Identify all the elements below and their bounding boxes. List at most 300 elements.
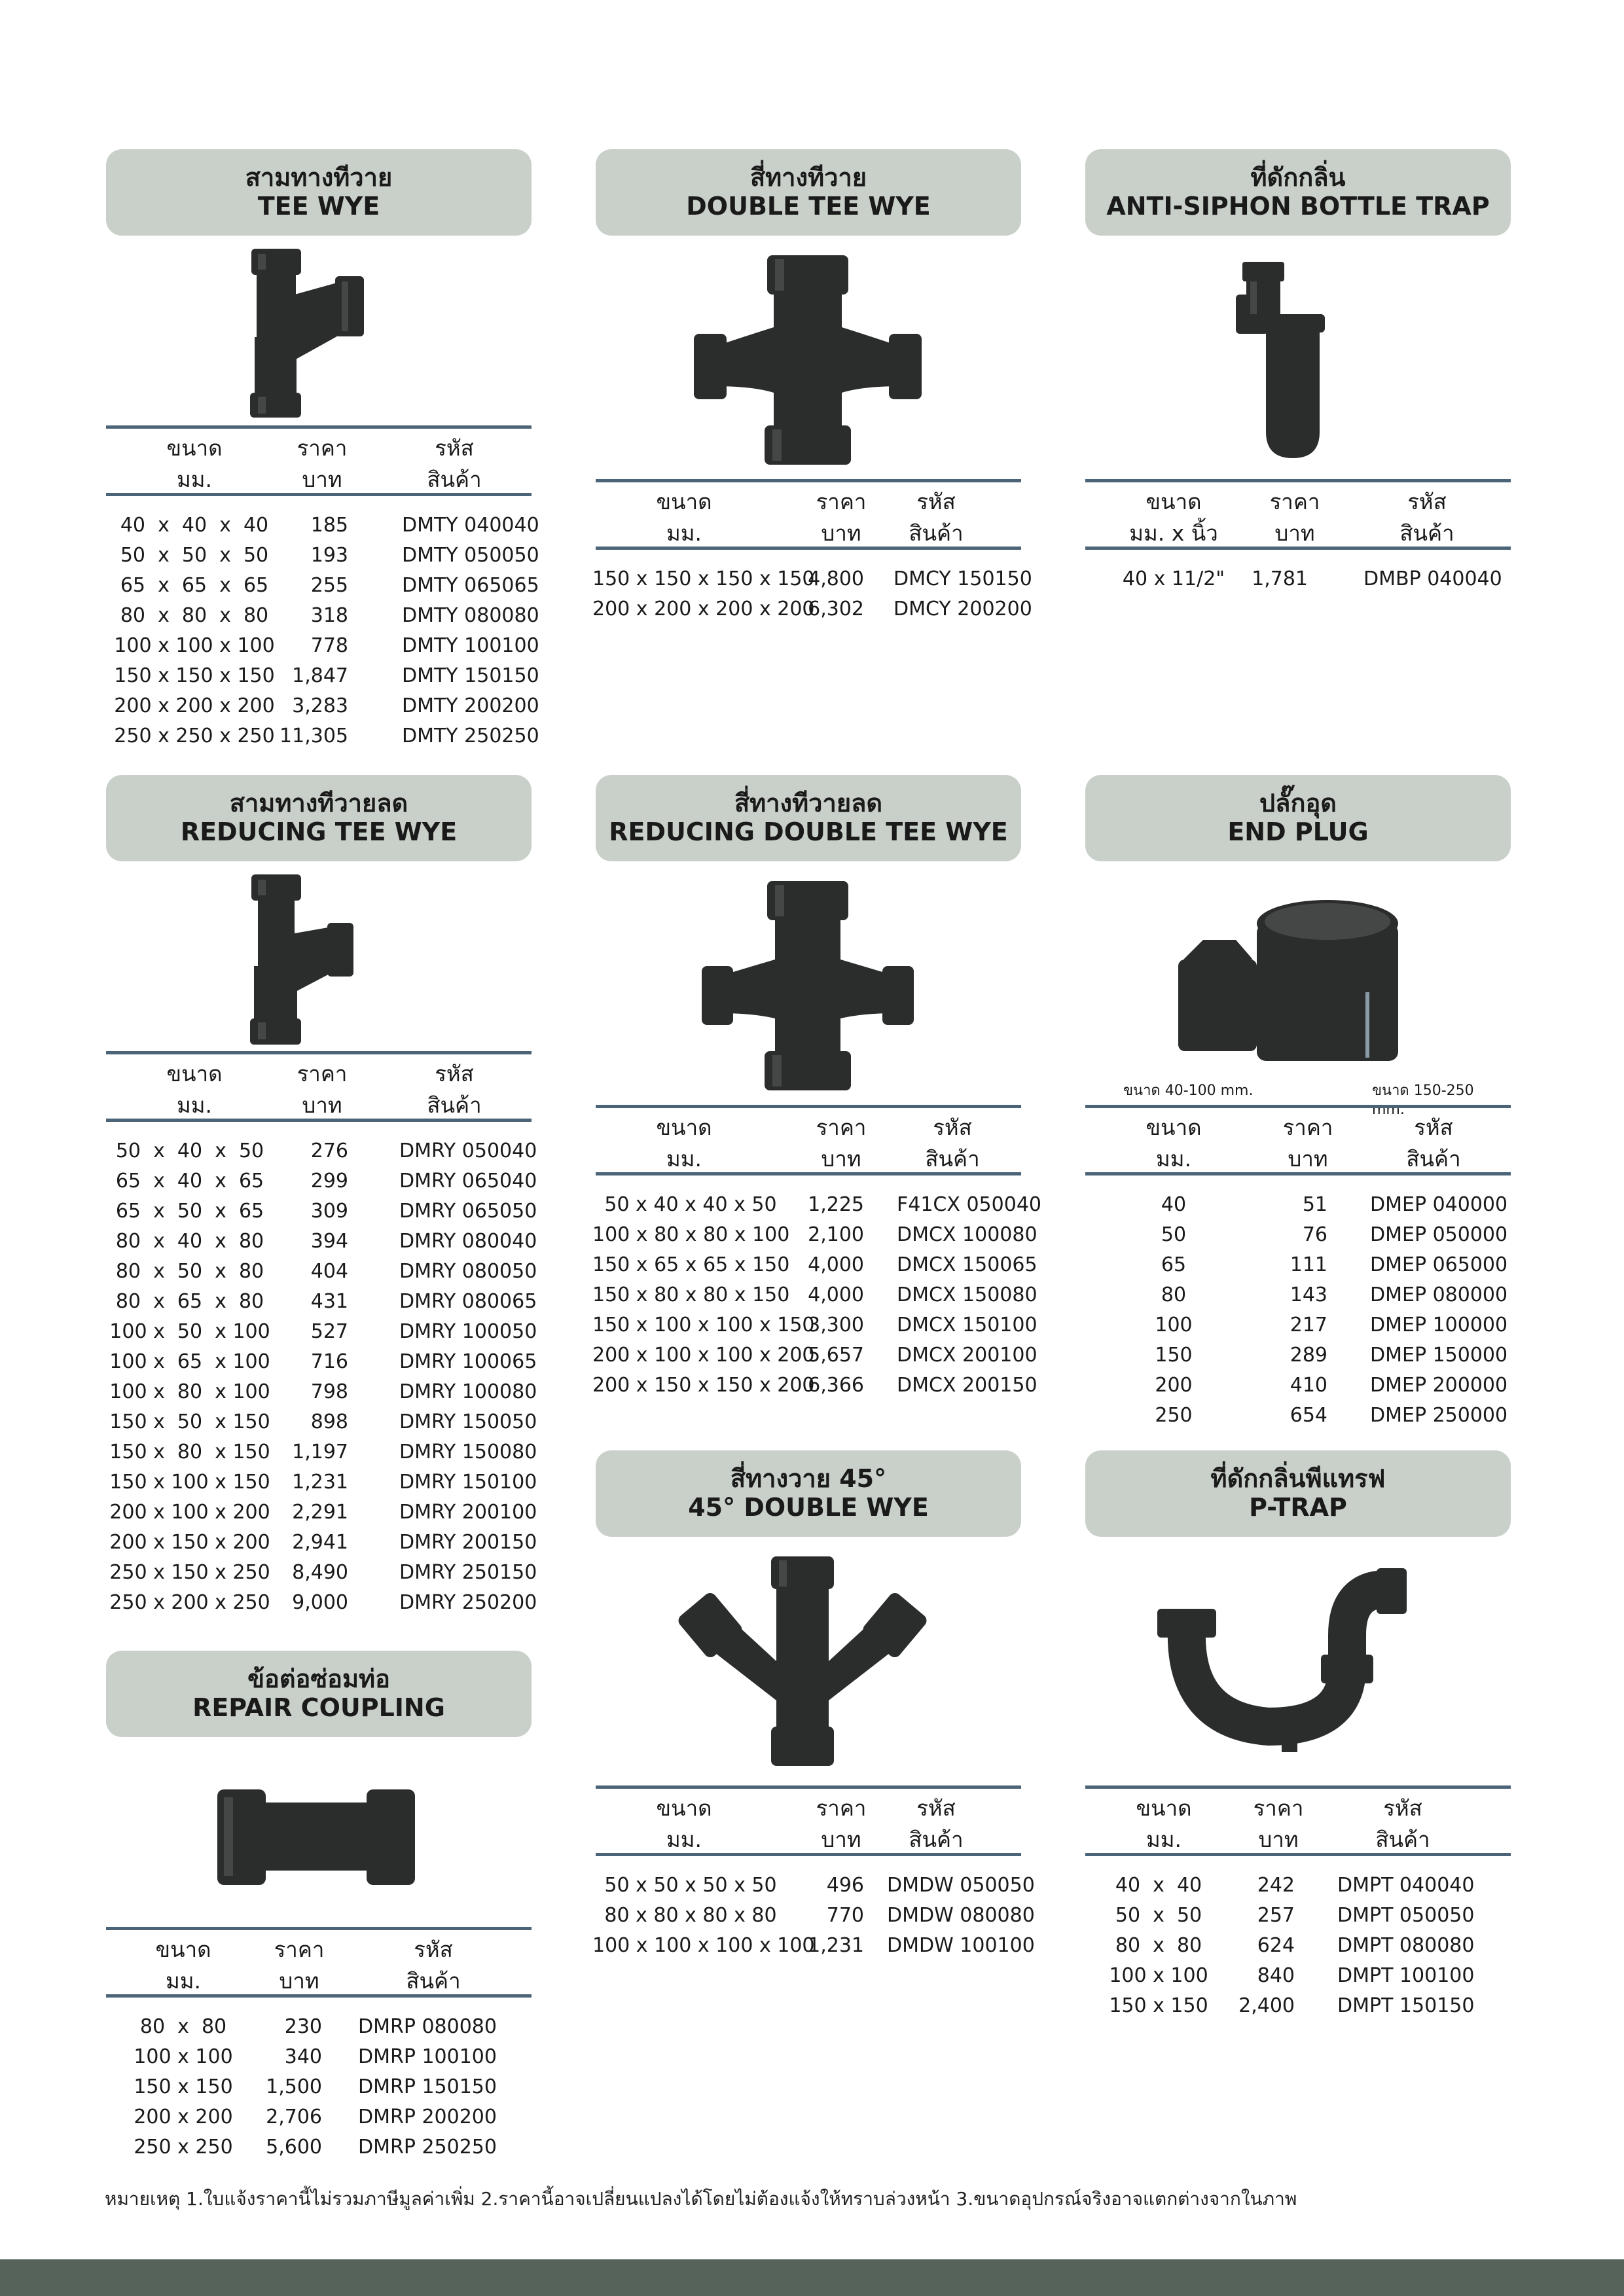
table-row bbox=[592, 1340, 1038, 1371]
cell-price: 2,706 bbox=[266, 2106, 322, 2128]
cell-size: 50 x 50 x 50 bbox=[120, 544, 269, 567]
cell-code: DMCX 150065 bbox=[897, 1253, 1038, 1276]
cell-size: 250 x 150 x 250 bbox=[109, 1561, 270, 1584]
table-row bbox=[106, 2012, 532, 2042]
cell-code: DMPT 080080 bbox=[1337, 1934, 1475, 1957]
cell-code: DMRY 150100 bbox=[399, 1471, 537, 1494]
cell-code: DMRP 250250 bbox=[358, 2136, 497, 2159]
table-row bbox=[596, 1901, 1035, 1931]
cell-code: DMCX 100080 bbox=[897, 1223, 1038, 1246]
cell-code: DMTY 040040 bbox=[402, 514, 539, 537]
cell-price: 9,000 bbox=[292, 1591, 348, 1614]
cell-size: 200 x 150 x 150 x 200 bbox=[592, 1374, 815, 1397]
cell-code: DMEP 065000 bbox=[1370, 1253, 1508, 1276]
cell-size: 150 x 150 x 150 x 150 bbox=[592, 567, 815, 590]
cell-price: 8,490 bbox=[292, 1561, 348, 1584]
cell-code: DMRY 150080 bbox=[399, 1441, 537, 1463]
cell-size: 150 x 150 bbox=[134, 2075, 233, 2098]
cell-price: 217 bbox=[1290, 1314, 1327, 1336]
cell-code: DMTY 100100 bbox=[402, 634, 539, 657]
cell-size: 150 x 50 x 150 bbox=[109, 1410, 270, 1433]
section-bottle-trap bbox=[1085, 149, 1511, 594]
col-size: ขนาด มม. bbox=[166, 1061, 223, 1118]
cell-size: 250 x 200 x 250 bbox=[109, 1591, 270, 1614]
cell-code: DMRY 250150 bbox=[399, 1561, 537, 1584]
end-plug-image bbox=[1085, 861, 1511, 1118]
cell-price: 51 bbox=[1302, 1193, 1327, 1216]
cell-code: DMPT 050050 bbox=[1337, 1904, 1475, 1927]
table-row bbox=[106, 1227, 537, 1257]
table-header bbox=[1085, 1105, 1511, 1175]
table-row bbox=[1085, 1190, 1511, 1220]
cell-code: DMTY 080080 bbox=[402, 604, 539, 627]
cell-size: 40 x 11/2" bbox=[1122, 567, 1225, 590]
footnote: หมายเหตุ 1.ใบแจ้งราคานี้ไม่รวมภาษีมูลค่าเพิ่ม 2.ราคานี้อาจเปลี่ยนแปลงได้โดยไม่ต้องแจ้งให้ทราบล่วงหน้า 3.ขนาดอุปกรณ์จริงอาจแตกต่างจากในภาพ bbox=[105, 2188, 1297, 2210]
title-thai: สี่ทางทีวายลด bbox=[734, 789, 883, 818]
repair-coupling-image bbox=[106, 1737, 532, 1927]
col-size: ขนาด มม. bbox=[1146, 1115, 1202, 1172]
table-row bbox=[106, 1287, 537, 1317]
cell-size: 80 x 50 x 80 bbox=[115, 1260, 264, 1283]
title-thai: สามทางทีวายลด bbox=[229, 789, 408, 818]
table-row bbox=[1085, 1220, 1511, 1250]
col-size: ขนาด มม. bbox=[155, 1937, 211, 1994]
table-body bbox=[106, 1998, 532, 2162]
table-header bbox=[106, 425, 532, 496]
table-row bbox=[592, 1280, 1038, 1310]
cell-code: DMRY 100080 bbox=[399, 1380, 537, 1403]
table-header bbox=[596, 479, 1021, 550]
cell-size: 50 bbox=[1161, 1223, 1187, 1246]
cell-size: 200 x 100 x 200 bbox=[109, 1501, 270, 1524]
cell-price: 6,302 bbox=[808, 598, 864, 620]
table-header bbox=[106, 1051, 532, 1122]
cell-code: DMRP 100100 bbox=[358, 2045, 497, 2068]
cell-code: DMEP 040000 bbox=[1370, 1193, 1508, 1216]
cell-code: DMTY 065065 bbox=[402, 574, 539, 597]
table-row bbox=[1085, 1401, 1511, 1431]
cell-size: 150 x 80 x 80 x 150 bbox=[592, 1283, 790, 1306]
cell-price: 2,400 bbox=[1238, 1994, 1295, 2017]
table-row bbox=[106, 1588, 537, 1618]
table-body bbox=[1085, 1856, 1511, 2021]
double-wye-45-image bbox=[596, 1537, 1021, 1785]
title-english: END PLUG bbox=[1227, 817, 1369, 846]
table-row bbox=[106, 1377, 537, 1407]
table-row bbox=[106, 2072, 532, 2102]
table-row bbox=[106, 1498, 537, 1528]
cell-code: DMDW 050050 bbox=[887, 1874, 1035, 1897]
col-code: รหัส สินค้า bbox=[427, 435, 482, 492]
col-size: ขนาด มม. x นิ้ว bbox=[1129, 489, 1218, 546]
section-header bbox=[1085, 149, 1511, 236]
price-table bbox=[106, 425, 539, 751]
table-row bbox=[592, 594, 1032, 624]
cell-code: DMDW 080080 bbox=[887, 1904, 1035, 1927]
cell-price: 1,225 bbox=[808, 1193, 864, 1216]
caption-small-size: ขนาด 40-100 mm. bbox=[1123, 1083, 1254, 1099]
cell-code: DMRY 250200 bbox=[399, 1591, 537, 1614]
cell-price: 770 bbox=[826, 1904, 864, 1927]
table-row bbox=[592, 1310, 1038, 1340]
price-table bbox=[592, 1785, 1035, 1961]
cell-price: 898 bbox=[310, 1410, 348, 1433]
table-row bbox=[106, 691, 539, 721]
cell-code: DMEP 100000 bbox=[1370, 1314, 1508, 1336]
table-row bbox=[592, 1250, 1038, 1280]
cell-price: 111 bbox=[1290, 1253, 1327, 1276]
cell-price: 5,657 bbox=[808, 1344, 864, 1367]
table-row bbox=[106, 1166, 537, 1196]
table-row bbox=[106, 1528, 537, 1558]
cell-size: 200 x 200 x 200 bbox=[114, 694, 275, 717]
section-header bbox=[106, 149, 532, 236]
cell-price: 299 bbox=[310, 1170, 348, 1193]
cell-size: 80 x 65 x 80 bbox=[115, 1290, 264, 1313]
cell-size: 100 x 80 x 100 bbox=[109, 1380, 270, 1403]
cell-size: 150 x 80 x 150 bbox=[109, 1441, 270, 1463]
price-table bbox=[1085, 479, 1511, 594]
table-header bbox=[596, 1105, 1021, 1175]
section-reducing-double-tee-wye bbox=[592, 775, 1041, 1401]
title-english: REPAIR COUPLING bbox=[192, 1693, 445, 1722]
cell-size: 50 x 50 bbox=[1115, 1904, 1202, 1927]
double-tee-wye-image bbox=[596, 236, 1021, 479]
section-header bbox=[596, 1450, 1021, 1537]
col-code: รหัส สินค้า bbox=[925, 1115, 980, 1172]
title-english: TEE WYE bbox=[257, 192, 380, 221]
cell-price: 257 bbox=[1257, 1904, 1295, 1927]
cell-code: DMEP 150000 bbox=[1370, 1344, 1508, 1367]
cell-code: DMRY 150050 bbox=[399, 1410, 537, 1433]
cell-size: 65 x 50 x 65 bbox=[115, 1200, 264, 1223]
reducing-tee-wye-image bbox=[106, 861, 532, 1051]
cell-size: 80 x 80 x 80 x 80 bbox=[604, 1904, 777, 1927]
cell-code: DMRY 065040 bbox=[399, 1170, 537, 1193]
section-double-tee-wye bbox=[592, 149, 1032, 624]
table-row bbox=[1085, 1931, 1511, 1961]
cell-price: 276 bbox=[310, 1139, 348, 1162]
section-tee-wye bbox=[106, 149, 539, 751]
table-row bbox=[1085, 1371, 1511, 1401]
col-price: ราคา บาท bbox=[1269, 489, 1320, 546]
cell-price: 4,000 bbox=[808, 1283, 864, 1306]
cell-code: DMBP 040040 bbox=[1363, 567, 1502, 590]
col-code: รหัส สินค้า bbox=[1375, 1795, 1430, 1852]
col-price: ราคา บาท bbox=[816, 489, 867, 546]
title-english: P-TRAP bbox=[1249, 1493, 1347, 1522]
col-price: ราคา บาท bbox=[274, 1937, 325, 1994]
cell-price: 318 bbox=[310, 604, 348, 627]
table-row bbox=[106, 1558, 537, 1588]
table-row bbox=[1085, 1250, 1511, 1280]
table-row bbox=[1085, 1871, 1511, 1901]
table-body bbox=[106, 496, 539, 751]
p-trap-image bbox=[1085, 1537, 1511, 1785]
cell-size: 50 x 50 x 50 x 50 bbox=[604, 1874, 777, 1897]
cell-size: 40 x 40 bbox=[1115, 1874, 1202, 1897]
title-thai: ข้อต่อซ่อมท่อ bbox=[247, 1664, 390, 1694]
cell-code: DMRY 050040 bbox=[399, 1139, 537, 1162]
table-row bbox=[1085, 1991, 1511, 2021]
table-header bbox=[596, 1785, 1021, 1856]
cell-price: 5,600 bbox=[266, 2136, 322, 2159]
cell-size: 100 x 100 x 100 bbox=[114, 634, 275, 657]
price-table bbox=[106, 1927, 532, 2162]
cell-price: 76 bbox=[1302, 1223, 1327, 1246]
cell-code: DMEP 080000 bbox=[1370, 1283, 1508, 1306]
cell-code: DMCX 200100 bbox=[897, 1344, 1038, 1367]
cell-size: 150 x 100 x 150 bbox=[109, 1471, 270, 1494]
cell-price: 798 bbox=[310, 1380, 348, 1403]
table-row bbox=[106, 541, 539, 571]
cell-price: 404 bbox=[310, 1260, 348, 1283]
cell-code: DMPT 100100 bbox=[1337, 1964, 1475, 1987]
section-reducing-tee-wye bbox=[106, 775, 537, 1618]
cell-code: DMRY 080040 bbox=[399, 1230, 537, 1253]
table-row bbox=[106, 1467, 537, 1498]
table-body bbox=[1085, 1175, 1511, 1431]
caption-large-size: ขนาด 150-250 mm. bbox=[1372, 1083, 1474, 1118]
table-row bbox=[106, 1257, 537, 1287]
col-size: ขนาด มม. bbox=[656, 1795, 712, 1852]
cell-code: DMRP 080080 bbox=[358, 2015, 497, 2038]
cell-size: 100 x 65 x 100 bbox=[109, 1350, 270, 1373]
cell-size: 250 x 250 x 250 bbox=[114, 725, 275, 747]
price-table bbox=[106, 1051, 537, 1618]
table-row bbox=[106, 511, 539, 541]
cell-code: DMCX 150080 bbox=[897, 1283, 1038, 1306]
title-thai: สามทางทีวาย bbox=[245, 163, 393, 192]
cell-price: 527 bbox=[310, 1320, 348, 1343]
cell-price: 143 bbox=[1290, 1283, 1327, 1306]
cell-price: 4,800 bbox=[808, 567, 864, 590]
cell-code: DMRY 065050 bbox=[399, 1200, 537, 1223]
cell-price: 3,300 bbox=[808, 1314, 864, 1336]
price-table bbox=[1085, 1105, 1511, 1431]
table-body bbox=[592, 1856, 1035, 1961]
cell-size: 50 x 40 x 40 x 50 bbox=[604, 1193, 777, 1216]
cell-size: 250 bbox=[1155, 1404, 1193, 1427]
cell-price: 6,366 bbox=[808, 1374, 864, 1397]
table-body bbox=[1085, 550, 1511, 594]
cell-price: 654 bbox=[1290, 1404, 1327, 1427]
table-row bbox=[1085, 1961, 1511, 1991]
footer-bar bbox=[0, 2259, 1624, 2296]
cell-code: DMCX 200150 bbox=[897, 1374, 1038, 1397]
table-body bbox=[592, 550, 1032, 624]
cell-price: 309 bbox=[310, 1200, 348, 1223]
cell-code: DMRY 100065 bbox=[399, 1350, 537, 1373]
cell-size: 150 x 150 bbox=[1109, 1994, 1208, 2017]
table-row bbox=[106, 1347, 537, 1377]
cell-size: 80 x 80 bbox=[1115, 1934, 1202, 1957]
tee-wye-image bbox=[106, 236, 532, 425]
cell-size: 65 x 65 x 65 bbox=[120, 574, 269, 597]
price-table bbox=[592, 1105, 1041, 1401]
reducing-double-tee-wye-image bbox=[596, 861, 1021, 1105]
cell-price: 185 bbox=[310, 514, 348, 537]
cell-code: F41CX 050040 bbox=[897, 1193, 1041, 1216]
table-row bbox=[1085, 1340, 1511, 1371]
cell-size: 200 x 100 x 100 x 200 bbox=[592, 1344, 815, 1367]
cell-price: 11,305 bbox=[280, 725, 348, 747]
cell-size: 100 x 80 x 80 x 100 bbox=[592, 1223, 790, 1246]
cell-code: DMRY 080050 bbox=[399, 1260, 537, 1283]
table-row bbox=[592, 1220, 1038, 1250]
cell-price: 230 bbox=[284, 2015, 322, 2038]
table-row bbox=[596, 1871, 1035, 1901]
cell-price: 840 bbox=[1257, 1964, 1295, 1987]
cell-code: DMCY 150150 bbox=[893, 567, 1032, 590]
section-header bbox=[106, 1651, 532, 1737]
table-row bbox=[592, 1931, 1035, 1961]
section-header bbox=[596, 775, 1021, 861]
cell-code: DMEP 050000 bbox=[1370, 1223, 1508, 1246]
cell-code: DMRY 200100 bbox=[399, 1501, 537, 1524]
col-price: ราคา บาท bbox=[816, 1795, 867, 1852]
cell-code: DMEP 200000 bbox=[1370, 1374, 1508, 1397]
cell-size: 80 x 80 bbox=[139, 2015, 227, 2038]
section-header bbox=[1085, 775, 1511, 861]
table-row bbox=[592, 1371, 1038, 1401]
col-code: รหัส สินค้า bbox=[1406, 1115, 1461, 1172]
cell-code: DMRY 100050 bbox=[399, 1320, 537, 1343]
cell-price: 255 bbox=[310, 574, 348, 597]
section-p-trap bbox=[1085, 1450, 1511, 2021]
cell-size: 50 x 40 x 50 bbox=[115, 1139, 264, 1162]
cell-code: DMRP 150150 bbox=[358, 2075, 497, 2098]
cell-price: 1,231 bbox=[808, 1934, 864, 1957]
col-size: ขนาด มม. bbox=[166, 435, 223, 492]
cell-size: 40 x 40 x 40 bbox=[120, 514, 269, 537]
table-row bbox=[106, 601, 539, 631]
cell-price: 242 bbox=[1257, 1874, 1295, 1897]
cell-code: DMTY 250250 bbox=[402, 725, 539, 747]
cell-size: 150 x 150 x 150 bbox=[114, 664, 275, 687]
cell-price: 394 bbox=[310, 1230, 348, 1253]
table-row bbox=[106, 721, 539, 751]
col-code: รหัส สินค้า bbox=[427, 1061, 482, 1118]
table-row bbox=[106, 631, 539, 661]
col-code: รหัส สินค้า bbox=[406, 1937, 461, 1994]
table-row bbox=[1085, 1280, 1511, 1310]
cell-size: 200 x 150 x 200 bbox=[109, 1531, 270, 1554]
cell-price: 340 bbox=[284, 2045, 322, 2068]
cell-size: 150 bbox=[1155, 1344, 1193, 1367]
table-row bbox=[592, 564, 1032, 594]
table-row bbox=[106, 2042, 532, 2072]
cell-code: DMRY 200150 bbox=[399, 1531, 537, 1554]
cell-price: 1,197 bbox=[292, 1441, 348, 1463]
cell-price: 778 bbox=[310, 634, 348, 657]
cell-code: DMTY 050050 bbox=[402, 544, 539, 567]
col-size: ขนาด มม. bbox=[1136, 1795, 1192, 1852]
cell-code: DMCY 200200 bbox=[893, 598, 1032, 620]
cell-price: 3,283 bbox=[292, 694, 348, 717]
table-row bbox=[106, 2132, 532, 2162]
table-row bbox=[1085, 1310, 1511, 1340]
cell-price: 1,847 bbox=[292, 664, 348, 687]
cell-size: 65 bbox=[1161, 1253, 1187, 1276]
col-price: ราคา บาท bbox=[1253, 1795, 1304, 1852]
cell-code: DMRY 080065 bbox=[399, 1290, 537, 1313]
cell-price: 2,941 bbox=[292, 1531, 348, 1554]
table-row bbox=[106, 661, 539, 691]
table-row bbox=[106, 1437, 537, 1467]
section-repair-coupling bbox=[106, 1651, 532, 2162]
cell-size: 200 x 200 bbox=[134, 2106, 233, 2128]
cell-size: 200 x 200 x 200 x 200 bbox=[592, 598, 815, 620]
table-header bbox=[1085, 1785, 1511, 1856]
table-header bbox=[1085, 479, 1511, 550]
cell-price: 289 bbox=[1290, 1344, 1327, 1367]
cell-price: 716 bbox=[310, 1350, 348, 1373]
cell-code: DMDW 100100 bbox=[887, 1934, 1035, 1957]
cell-code: DMCX 150100 bbox=[897, 1314, 1038, 1336]
cell-size: 80 x 40 x 80 bbox=[115, 1230, 264, 1253]
title-english: DOUBLE TEE WYE bbox=[686, 192, 931, 221]
cell-price: 624 bbox=[1257, 1934, 1295, 1957]
cell-code: DMEP 250000 bbox=[1370, 1404, 1508, 1427]
title-thai: สี่ทางทีวาย bbox=[749, 163, 867, 192]
col-price: ราคา บาท bbox=[816, 1115, 867, 1172]
cell-size: 150 x 100 x 100 x 150 bbox=[592, 1314, 815, 1336]
section-header bbox=[1085, 1450, 1511, 1537]
cell-size: 100 bbox=[1155, 1314, 1193, 1336]
cell-price: 1,500 bbox=[266, 2075, 322, 2098]
section-header bbox=[596, 149, 1021, 236]
table-body bbox=[592, 1175, 1041, 1401]
cell-size: 100 x 100 bbox=[1109, 1964, 1208, 1987]
table-row bbox=[106, 571, 539, 601]
cell-size: 200 bbox=[1155, 1374, 1193, 1397]
price-table bbox=[1085, 1785, 1511, 2021]
cell-price: 1,231 bbox=[292, 1471, 348, 1494]
bottle-trap-image bbox=[1085, 236, 1511, 479]
col-price: ราคา บาท bbox=[297, 1061, 348, 1118]
col-size: ขนาด มม. bbox=[656, 1115, 712, 1172]
cell-code: DMTY 150150 bbox=[402, 664, 539, 687]
table-row bbox=[1085, 564, 1511, 594]
title-thai: ที่ดักกลิ่นพีแทรฟ bbox=[1210, 1464, 1386, 1494]
cell-price: 1,781 bbox=[1252, 567, 1308, 590]
section-end-plug bbox=[1085, 775, 1511, 1431]
cell-size: 100 x 100 x 100 x 100 bbox=[592, 1934, 815, 1957]
cell-price: 496 bbox=[826, 1874, 864, 1897]
cell-size: 80 bbox=[1161, 1283, 1187, 1306]
table-row bbox=[106, 1317, 537, 1347]
table-row bbox=[1085, 1901, 1511, 1931]
cell-size: 100 x 100 bbox=[134, 2045, 233, 2068]
table-body bbox=[106, 1122, 537, 1618]
cell-size: 80 x 80 x 80 bbox=[120, 604, 269, 627]
col-price: ราคา บาท bbox=[1282, 1115, 1333, 1172]
price-table bbox=[592, 479, 1032, 624]
cell-price: 2,291 bbox=[292, 1501, 348, 1524]
title-thai: ที่ดักกลิ่น bbox=[1250, 163, 1346, 192]
cell-code: DMPT 040040 bbox=[1337, 1874, 1475, 1897]
cell-code: DMRP 200200 bbox=[358, 2106, 497, 2128]
title-thai: สี่ทางวาย 45° bbox=[730, 1464, 887, 1494]
col-code: รหัส สินค้า bbox=[1399, 489, 1454, 546]
cell-size: 40 bbox=[1161, 1193, 1187, 1216]
section-header bbox=[106, 775, 532, 861]
section-double-wye-45 bbox=[592, 1450, 1035, 1961]
cell-code: DMPT 150150 bbox=[1337, 1994, 1475, 2017]
col-code: รหัส สินค้า bbox=[909, 489, 964, 546]
cell-size: 100 x 50 x 100 bbox=[109, 1320, 270, 1343]
